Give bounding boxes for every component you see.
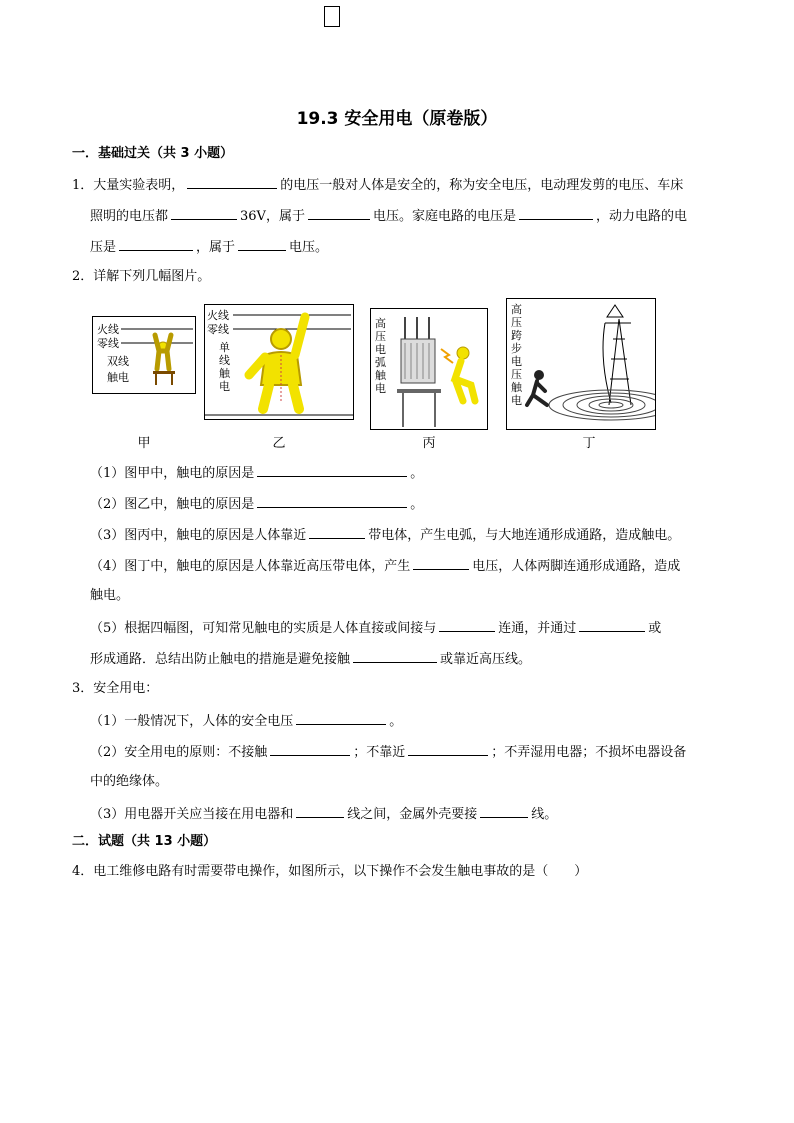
section-heading-2: 二．试题（共 13 小题） (72, 834, 217, 849)
caption-bing: 丙 (422, 436, 436, 451)
answer-blank[interactable] (296, 803, 344, 818)
step-voltage-shock-illustration (507, 299, 655, 429)
figure-jia (92, 316, 196, 394)
answer-blank[interactable] (519, 205, 593, 220)
q3-part-1: （1）一般情况下，人体的安全电压 。 (72, 710, 724, 730)
figure-yi (204, 304, 354, 420)
figure-row (72, 298, 724, 458)
answer-blank[interactable] (353, 648, 437, 663)
placeholder-box (324, 6, 340, 27)
caption-jia: 甲 (137, 436, 151, 451)
answer-blank[interactable] (439, 617, 495, 632)
answer-blank[interactable] (413, 555, 469, 570)
q1-line-3: 压是 ，属于 电压。 (72, 236, 724, 256)
answer-blank[interactable] (408, 741, 488, 756)
step-voltage-shock-label: 高压跨步电压触电 (511, 303, 522, 407)
section-heading-1: 一．基础过关（共 3 小题） (72, 146, 234, 161)
arc-shock-illustration (371, 309, 487, 429)
zero-line-label: 零线 (207, 323, 229, 336)
shock-label: 触电 (107, 371, 129, 384)
zero-line-label: 零线 (97, 337, 119, 350)
double-line-label: 双线 (107, 355, 129, 368)
answer-blank[interactable] (119, 236, 193, 251)
q3-part-2: （2）安全用电的原则：不接触 ；不靠近 ；不弄湿用电器；不损坏电器设备 (72, 741, 724, 761)
fire-line-label: 火线 (207, 309, 229, 322)
arc-shock-label: 高压电弧触电 (375, 317, 386, 395)
answer-blank[interactable] (309, 524, 365, 539)
q3-part-2-cont: 中的绝缘体。 (90, 774, 169, 789)
answer-blank[interactable] (480, 803, 528, 818)
q3-part-3: （3）用电器开关应当接在用电器和 线之间，金属外壳要接 线。 (72, 803, 724, 823)
q2-part-3: （3）图丙中，触电的原因是人体靠近 带电体，产生电弧，与大地连通形成通路，造成触电。 (72, 524, 724, 544)
answer-blank[interactable] (238, 236, 286, 251)
answer-blank[interactable] (308, 205, 370, 220)
q1-line-2: 照明的电压都 36V，属于 电压。家庭电路的电压是 ，动力电路的电 (72, 205, 724, 225)
q2-part-4: （4）图丁中，触电的原因是人体靠近高压带电体，产生 电压，人体两脚连通形成通路，造成 (72, 555, 724, 575)
caption-yi: 乙 (272, 436, 286, 451)
q2-part-4-cont: 触电。 (90, 588, 130, 603)
fire-line-label: 火线 (97, 323, 119, 336)
q2-part-2: （2）图乙中，触电的原因是 。 (72, 493, 724, 513)
answer-blank[interactable] (171, 205, 237, 220)
q2-part-1: （1）图甲中，触电的原因是 。 (72, 462, 724, 482)
answer-blank[interactable] (270, 741, 350, 756)
document-body (72, 144, 724, 893)
figure-bing (370, 308, 488, 430)
page-title: 19.3 安全用电（原卷版） (296, 109, 498, 129)
q2-intro: 2．详解下列几幅图片。 (72, 269, 211, 284)
q2-part-5: （5）根据四幅图，可知常见触电的实质是人体直接或间接与 连通，并通过 或 (72, 617, 724, 637)
figure-ding (506, 298, 656, 430)
answer-blank[interactable] (187, 174, 277, 189)
q4-text: 4．电工维修电路有时需要带电操作，如图所示，以下操作不会发生触电事故的是（ ） (72, 864, 588, 879)
single-line-shock-label: 单线触电 (219, 341, 230, 393)
q1-line-1: 1．大量实验表明， 的电压一般对人体是安全的，称为安全电压，电动理发剪的电压、车床 (72, 174, 724, 194)
q2-part-5-cont: 形成通路．总结出防止触电的措施是避免接触 或靠近高压线。 (72, 648, 724, 668)
answer-blank[interactable] (296, 710, 386, 725)
answer-blank[interactable] (579, 617, 645, 632)
caption-ding: 丁 (582, 436, 596, 451)
answer-blank[interactable] (257, 462, 407, 477)
q3-intro: 3．安全用电： (72, 681, 159, 696)
answer-blank[interactable] (257, 493, 407, 508)
